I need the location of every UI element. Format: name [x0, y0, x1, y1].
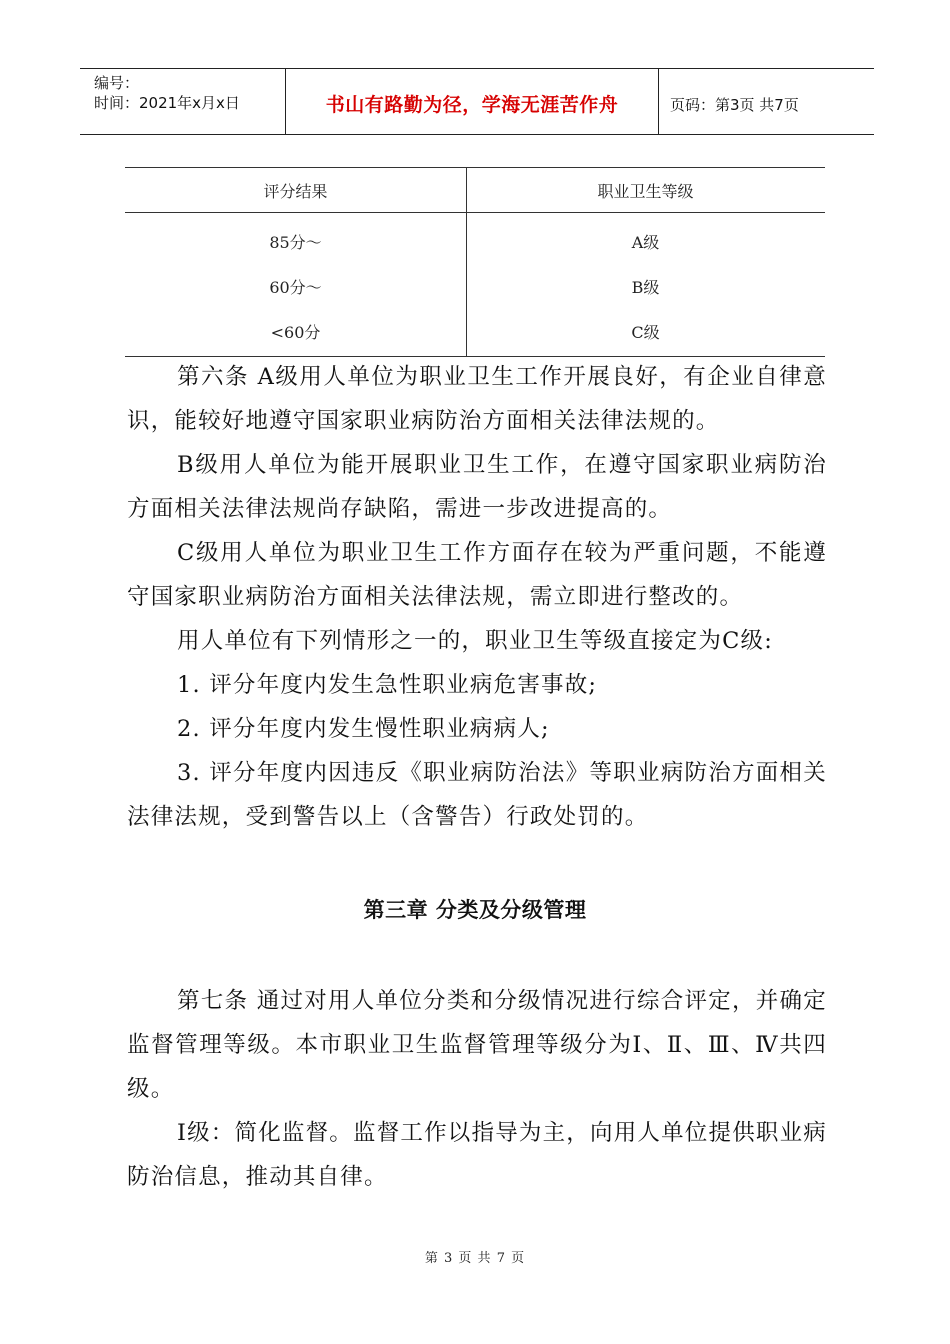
table-header-score: 评分结果	[263, 181, 328, 201]
direct-c-condition-paragraph: 用人单位有下列情形之一的，职业卫生等级直接定为C级:	[177, 628, 773, 654]
grade-b-paragraph: B级用人单位为能开展职业卫生工作，在遵守国家职业病防治方面相关法律法规尚存缺陷，需进一步改进提高的。	[127, 452, 827, 522]
date-label: 时间：2021年x月x日	[94, 94, 240, 112]
table-cell-grade: A级	[631, 233, 660, 252]
table-cell-grade: C级	[631, 323, 660, 342]
table-cell-score: 85分～	[269, 233, 322, 252]
header-meta	[94, 73, 240, 113]
table-body	[125, 213, 825, 356]
score-grade-table	[125, 167, 825, 357]
header-motto: 书山有路勤为径，学海无涯苦作舟	[325, 94, 619, 116]
serial-number-label: 编号：	[94, 74, 140, 92]
page-header	[80, 68, 874, 135]
grade-c-paragraph: C级用人单位为职业卫生工作方面存在较为严重问题，不能遵守国家职业病防治方面相关法律法规，需立即进行整改的。	[127, 540, 827, 610]
table-cell-grade: B级	[631, 278, 660, 297]
article-7-paragraph: 第七条 通过对用人单位分类和分级情况进行综合评定，并确定监督管理等级。本市职业卫生监督管理等级分为Ⅰ、Ⅱ、Ⅲ、Ⅳ共四级。	[127, 988, 827, 1102]
table-column-divider	[466, 168, 467, 356]
table-row	[125, 309, 825, 354]
table-cell-score: <60分	[270, 323, 321, 342]
page-footer: 第 3 页 共 7 页	[424, 1251, 526, 1266]
level-1-paragraph: Ⅰ级：简化监督。监督工作以指导为主，向用人单位提供职业病防治信息，推动其自律。	[127, 1120, 827, 1190]
header-divider	[658, 69, 659, 134]
table-header-row	[125, 168, 825, 213]
list-item-3: 3. 评分年度内因违反《职业病防治法》等职业病防治方面相关法律法规，受到警告以上（含警告）行政处罚的。	[127, 760, 827, 830]
list-item-2: 2. 评分年度内发生慢性职业病病人;	[177, 716, 550, 742]
table-header-grade: 职业卫生等级	[597, 181, 694, 201]
table-cell-score: 60分～	[269, 278, 322, 297]
chapter-title: 第三章 分类及分级管理	[363, 898, 587, 922]
table-row	[125, 219, 825, 264]
article-6-paragraph: 第六条 A级用人单位为职业卫生工作开展良好，有企业自律意识，能较好地遵守国家职业病防治方面相关法律法规的。	[127, 364, 827, 434]
list-item-1: 1. 评分年度内发生急性职业病危害事故;	[177, 672, 598, 698]
header-page-info: 页码：第3页 共7页	[670, 96, 799, 114]
table-row	[125, 264, 825, 309]
